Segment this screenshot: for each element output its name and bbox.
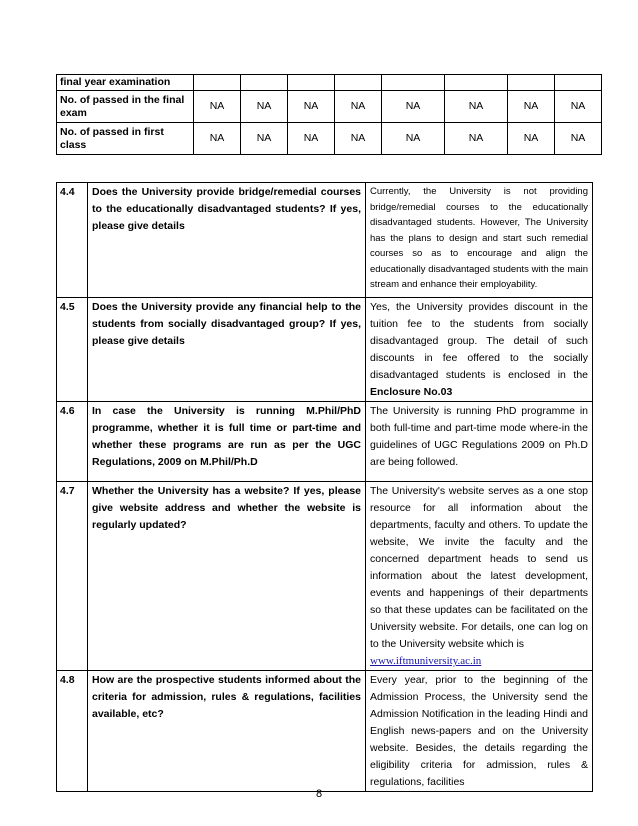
answer (366, 482, 593, 671)
table-cell: NA (288, 91, 335, 123)
row-label: final year examination (57, 75, 194, 91)
table-cell: NA (241, 123, 288, 155)
table-cell: NA (335, 91, 382, 123)
table-cell: NA (382, 91, 445, 123)
website-link[interactable]: www.iftmuniversity.ac.in (370, 655, 482, 667)
item-number: 4.5 (57, 298, 88, 402)
table-cell (241, 75, 288, 91)
question: In case the University is running M.Phil/PhD programme, whether it is full time or part-time and whether these programs are run as per the UGC Regulations, 2009 on M.Phil/Ph.D (88, 402, 366, 482)
qa-table (56, 182, 593, 792)
item-number: 4.8 (57, 671, 88, 792)
answer (366, 298, 593, 402)
answer: The University is running PhD programme in both full-time and part-time mode where-in the guidelines of UGC Regulations 2009 on Ph.D are being followed. (366, 402, 593, 482)
table-cell: NA (445, 123, 508, 155)
table-cell: NA (382, 123, 445, 155)
table-cell: NA (288, 123, 335, 155)
row-label: No. of passed in first class (57, 123, 194, 155)
item-number: 4.7 (57, 482, 88, 671)
table-cell: NA (445, 91, 508, 123)
table-cell (288, 75, 335, 91)
item-number: 4.4 (57, 183, 88, 298)
qa-row (57, 402, 593, 482)
qa-row (57, 183, 593, 298)
row-label: No. of passed in the final exam (57, 91, 194, 123)
results-table (56, 74, 602, 155)
table-cell (335, 75, 382, 91)
table-cell (382, 75, 445, 91)
table-row (57, 91, 602, 123)
table-cell (445, 75, 508, 91)
table-row (57, 123, 602, 155)
table-cell: NA (194, 91, 241, 123)
table-cell: NA (194, 123, 241, 155)
table-row (57, 75, 602, 91)
answer: Every year, prior to the beginning of the Admission Process, the University send the Admission Notification in the leading Hindi and English news-papers and on the University website. Besides, the details regarding the eligibility criteria for admission, rules & regulations, facilities (366, 671, 593, 792)
qa-row (57, 298, 593, 402)
table-cell (555, 75, 602, 91)
table-cell: NA (241, 91, 288, 123)
question: Whether the University has a website? If yes, please give website address and whether the website is regularly updated? (88, 482, 366, 671)
table-cell: NA (555, 91, 602, 123)
table-cell: NA (555, 123, 602, 155)
table-cell: NA (508, 123, 555, 155)
question: Does the University provide bridge/remedial courses to the educationally disadvantaged students? If yes, please give details (88, 183, 366, 298)
answer-text: The University's website serves as a one stop resource for all information about the departments, faculty and others. To update the website, We invite the faculty and the concerned department heads to send us information about the latest development, events and happenings of their departments so that these updates can be facilitated on the University website. For details, one can log on to the University website which is (370, 485, 588, 650)
question: How are the prospective students informed about the criteria for admission, rules & regulations, facilities available, etc? (88, 671, 366, 792)
item-number: 4.6 (57, 402, 88, 482)
table-cell: NA (508, 91, 555, 123)
table-cell (508, 75, 555, 91)
answer: Currently, the University is not providing bridge/remedial courses to the educationally disadvantaged students. However, The University has the plans to design and start such remedial courses so as to encourage and align the educationally disadvantaged students with the main stream and enhance their employability. (366, 183, 593, 298)
qa-row (57, 671, 593, 792)
table-cell: NA (335, 123, 382, 155)
qa-row (57, 482, 593, 671)
page-number: 8 (315, 788, 323, 800)
enclosure-reference: Enclosure No.03 (370, 386, 453, 398)
answer-text: Yes, the University provides discount in the tuition fee to the students from socially disadvantaged group. The detail of such discounts in fee offered to the socially disadvantaged students is enclosed in the (370, 301, 588, 381)
table-cell (194, 75, 241, 91)
question: Does the University provide any financial help to the students from socially disadvantaged group? If yes, please give details (88, 298, 366, 402)
